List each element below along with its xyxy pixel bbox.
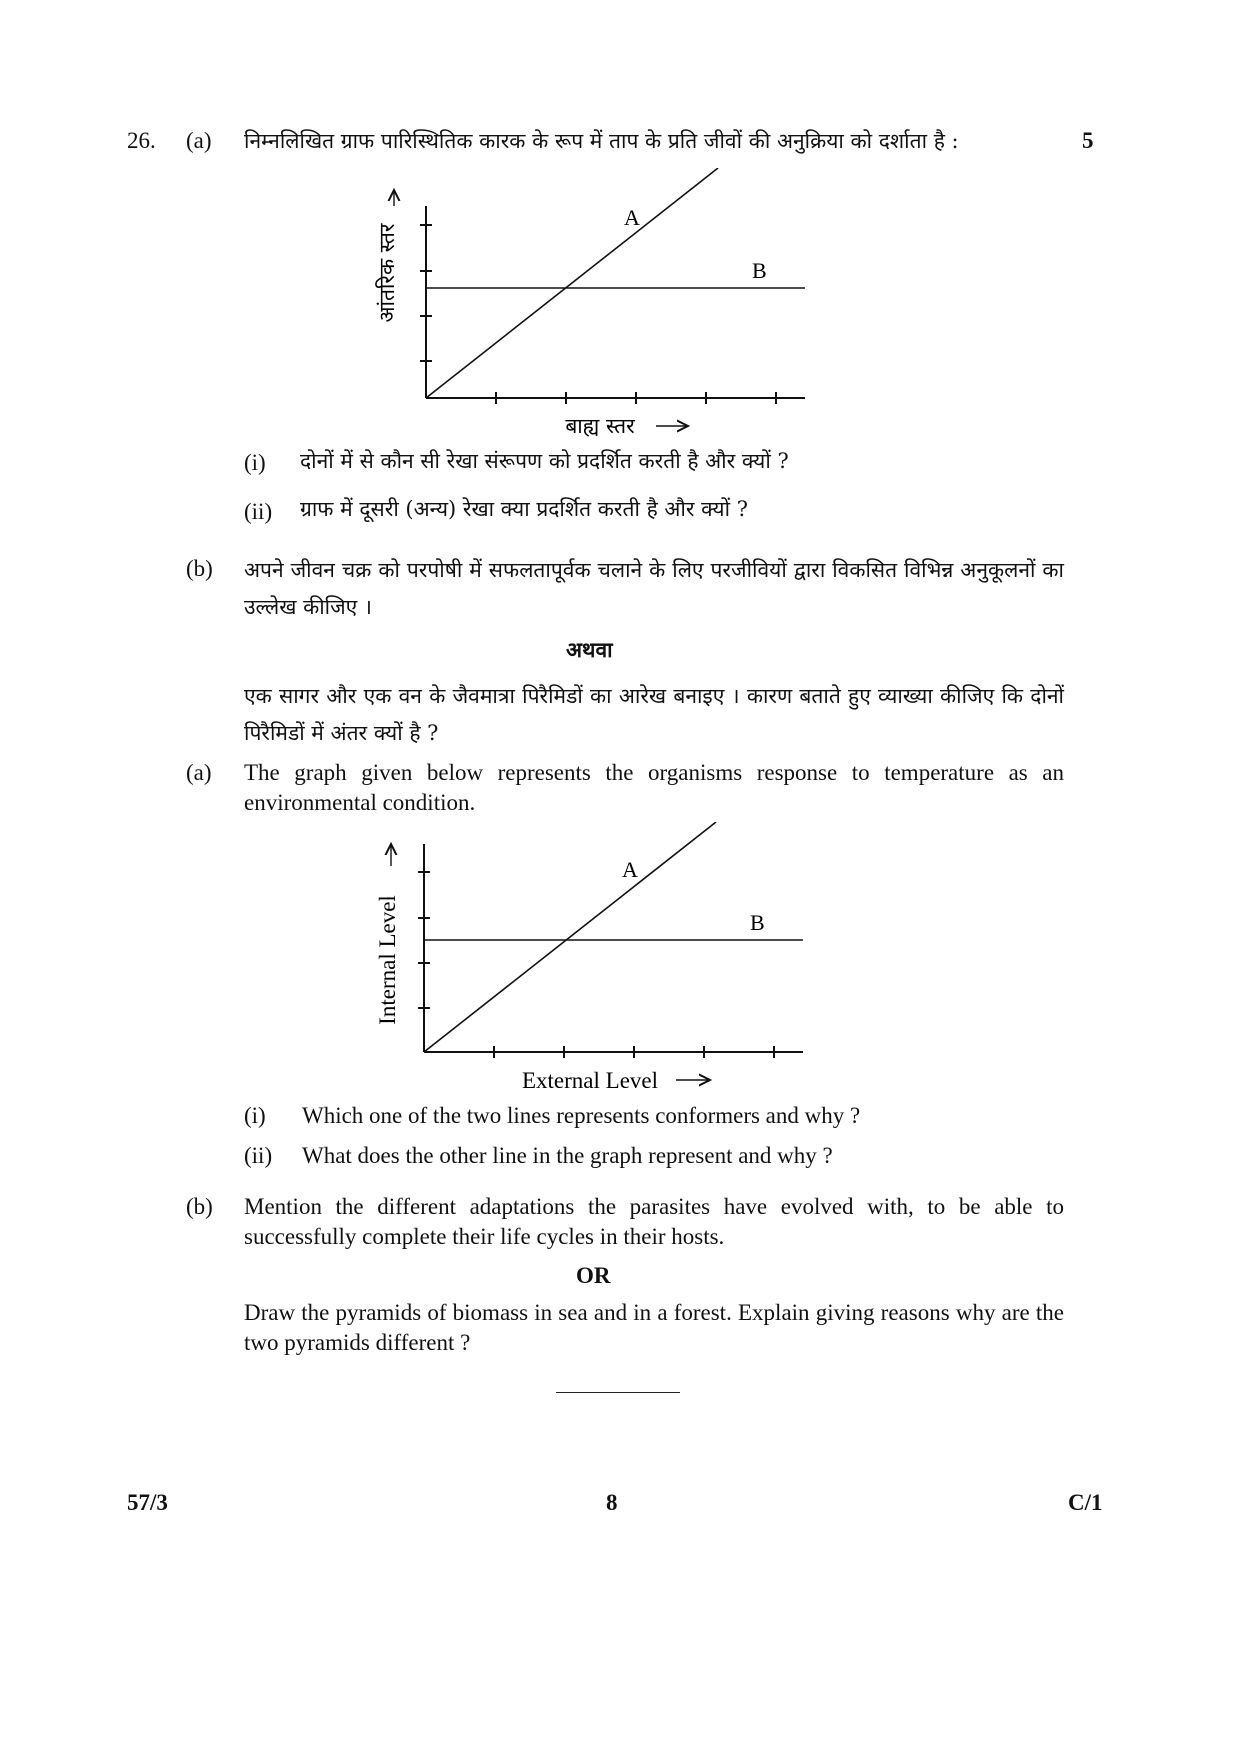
part-a-label-hindi: (a): [186, 128, 212, 153]
footer-page-number: 8: [606, 1490, 618, 1515]
english-graph: [370, 822, 830, 1094]
or-text-english: Draw the pyramids of biomass in sea and in a forest. Explain giving reasons why are the two pyramids different ?: [244, 1300, 1064, 1355]
hindi-graph: [370, 168, 830, 440]
part-a-text-hindi: निम्नलिखित ग्राफ पारिस्थितिक कारक के रूप में ताप के प्रति जीवों की अनुक्रिया को दर्शाता है :: [244, 129, 959, 153]
end-rule: [556, 1392, 680, 1393]
footer-set: C/1: [1068, 1490, 1103, 1515]
sub-i-label-english: (i): [244, 1103, 266, 1128]
part-b-label-hindi: (b): [186, 556, 213, 581]
question-number: 26.: [127, 128, 156, 153]
line-a-label: A: [622, 857, 638, 882]
x-axis-label: बाह्य स्तर: [565, 414, 635, 438]
or-heading-english: OR: [576, 1263, 611, 1288]
sub-i-label-hindi: (i): [244, 450, 266, 475]
sub-ii-text-hindi: ग्राफ में दूसरी (अन्य) रेखा क्या प्रदर्शित करती है और क्यों ?: [300, 497, 748, 521]
sub-ii-label-english: (ii): [244, 1143, 273, 1168]
line-b-label: B: [752, 258, 767, 283]
part-b-text-hindi: अपने जीवन चक्र को परपोषी में सफलतापूर्वक चलाने के लिए परजीवियों द्वारा विकसित विभिन्न अनुकूलनों का उल्लेख कीजिए ।: [244, 558, 1064, 619]
part-a-text-english: The graph given below represents the organisms response to temperature as an environmental condition.: [244, 760, 1064, 815]
y-axis-label: Internal Level: [375, 895, 400, 1025]
sub-i-text-hindi: दोनों में से कौन सी रेखा संरूपण को प्रदर्शित करती है और क्यों ?: [300, 449, 789, 473]
sub-ii-label-hindi: (ii): [244, 499, 273, 524]
part-b-text-english: Mention the different adaptations the parasites have evolved with, to be able to successfully complete their life cycles in their hosts.: [244, 1194, 1064, 1249]
part-a-label-english: (a): [186, 760, 212, 785]
line-a: [426, 168, 718, 398]
line-a: [424, 822, 716, 1052]
sub-ii-text-english: What does the other line in the graph represent and why ?: [302, 1143, 833, 1168]
sub-i-text-english: Which one of the two lines represents conformers and why ?: [302, 1103, 861, 1128]
y-axis-label: आंतरिक स्तर: [375, 223, 399, 323]
line-b-label: B: [750, 910, 765, 935]
x-axis-label: External Level: [521, 1068, 659, 1093]
footer-code: 57/3: [127, 1490, 168, 1515]
part-b-label-english: (b): [186, 1194, 213, 1219]
marks: 5: [1082, 128, 1094, 153]
or-text-hindi: एक सागर और एक वन के जैवमात्रा पिरैमिडों का आरेख बनाइए । कारण बताते हुए व्याख्या कीजिए कि दोनों पिरैमिडों में अंतर क्यों है ?: [244, 684, 1064, 745]
line-a-label: A: [624, 205, 640, 230]
